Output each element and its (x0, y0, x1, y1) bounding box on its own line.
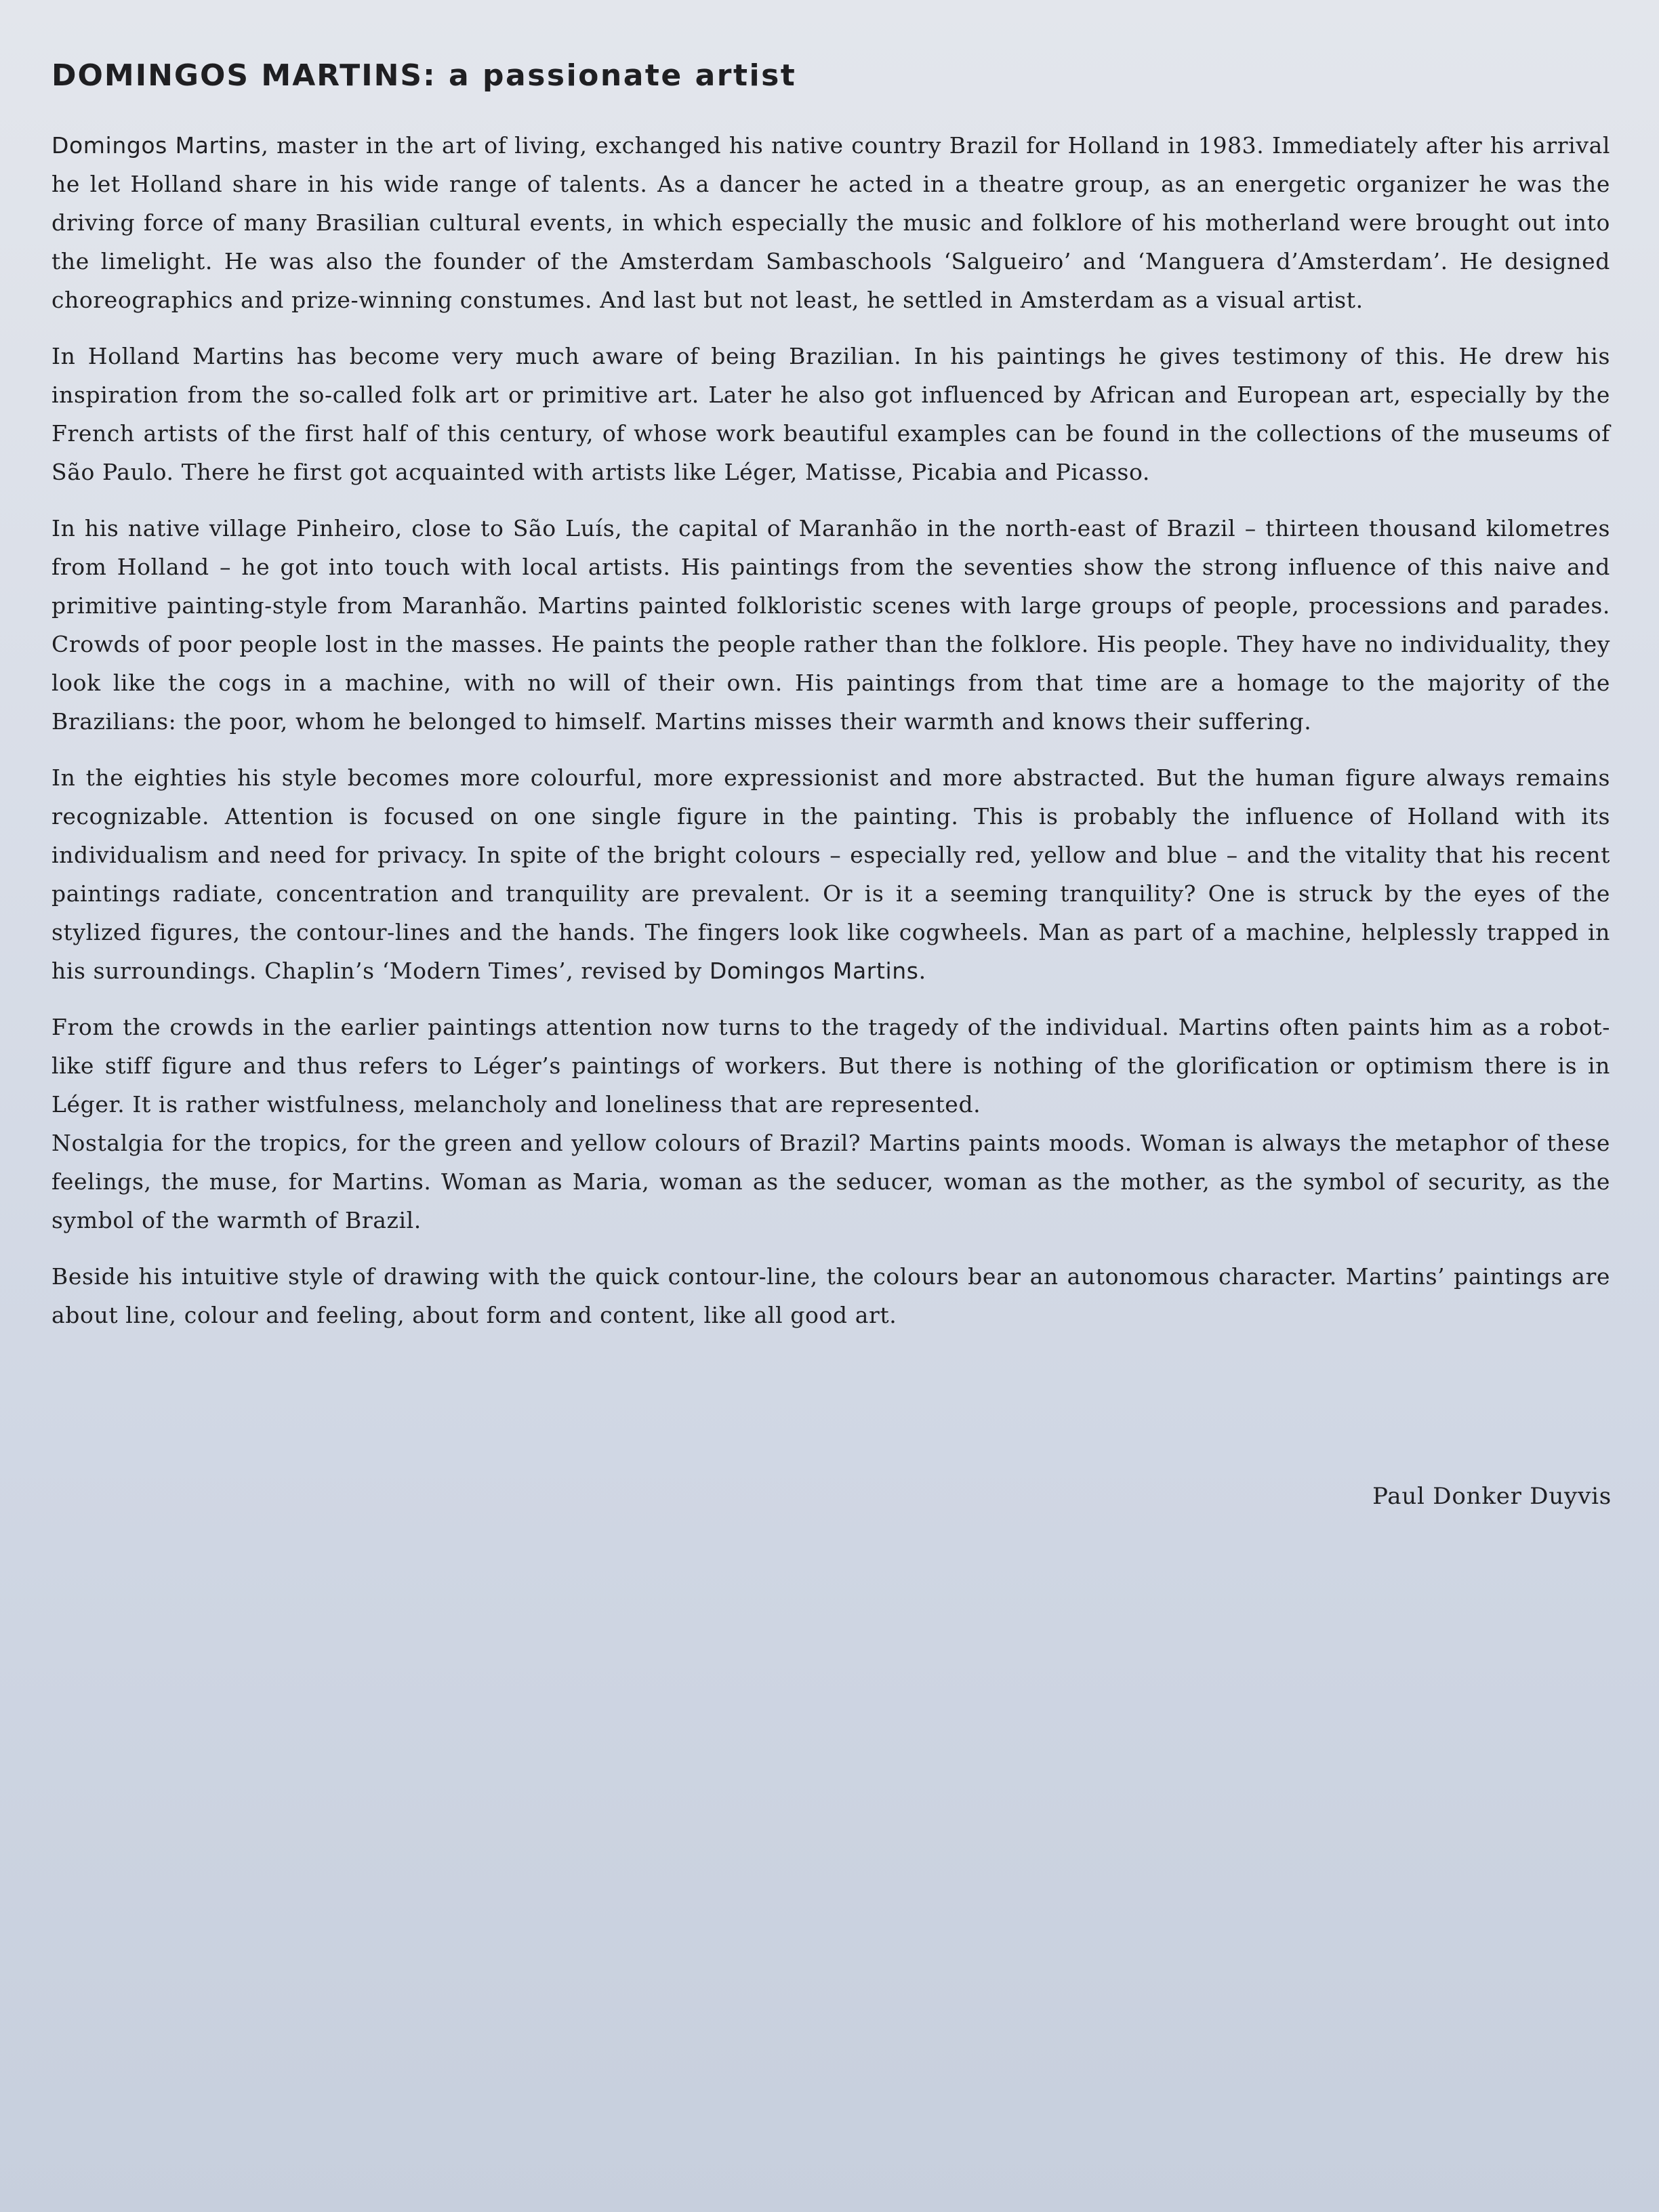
pinheiro-text: In his native village Pinheiro, close to São Luís, the capital of Maranhão in the north-east of Brazil – thirteen thousand kilometres from Holland – he got into touch with local artists. His paintings from the seventies show the strong influence of this naive and primitive painting-style from Maranhão. Martins painted folkloristic scenes with large groups of people, processions and parades. Crowds of poor people lost in the masses. He paints the people rather than the folklore. His people. They have no individuality, they look like the cogs in a machine, with no will of their own. His paintings from that time are a homage to the majority of the Brazilians: the poor, whom he belonged to himself. Martins misses their warmth and knows their suffering. (52, 515, 1610, 735)
title-subtitle: : a passionate artist (423, 58, 797, 93)
intro-lead-name: Domingos Martins (52, 132, 262, 159)
paragraph-individual (52, 1008, 1610, 1240)
paragraph-holland (52, 337, 1610, 491)
paragraph-eighties (52, 758, 1610, 990)
paragraph-intro (52, 126, 1610, 319)
paragraph-pinheiro (52, 509, 1610, 741)
title-artist-name: DOMINGOS MARTINS (52, 58, 424, 93)
conclusion-text: Beside his intuitive style of drawing with the quick contour-line, the colours bear an autonomous character. Martins’ paintings are about line, colour and feeling, about form and content, like all good art. (52, 1263, 1610, 1328)
individual-text: From the crowds in the earlier paintings attention now turns to the tragedy of the individual. Martins often paints him as a robot-like stiff figure and thus refers to Léger’s paintings of workers. But there is nothing of the glorification or optimism there is in Léger. It is rather wistfulness, melancholy and loneliness that are represented. (52, 1014, 1610, 1118)
paragraph-conclusion (52, 1257, 1610, 1334)
author-signature: Paul Donker Duyvis (1372, 1483, 1612, 1510)
intro-text: , master in the art of living, exchanged his native country Brazil for Holland in 1983. Immediately after his arrival he let Holland share in his wide range of talents. As a dancer he acted in a theatre group, as an energetic organizer he was the driving force of many Brasilian cultural events, in which especially the music and folklore of his motherland were brought out into the limelight. He was also the founder of the Amsterdam Sambaschools ‘Salgueiro’ and ‘Manguera d’Amsterdam’. He designed choreographics and prize-winning constumes. And last but not least, he settled in Amsterdam as a visual artist. (52, 132, 1611, 313)
eighties-tail: . (918, 958, 926, 984)
nostalgia-text: Nostalgia for the tropics, for the green and yellow colours of Brazil? Martins paints moods. Woman is always the metaphor of these feelings, the muse, for Martins. Woman as Maria, woman as the seducer, woman as the mother, as the symbol of security, as the symbol of the warmth of Brazil. (52, 1130, 1610, 1233)
eighties-artist-name: Domingos Martins (709, 958, 919, 984)
eighties-text: In the eighties his style becomes more colourful, more expressionist and more abstracted. But the human figure always remains recognizable. Attention is focused on one single figure in the painting. This is probably the influence of Holland with its individualism and need for privacy. In spite of the bright colours – especially red, yellow and blue – and the vitality that his recent paintings radiate, concentration and tranquility are prevalent. Or is it a seeming tranquility? One is struck by the eyes of the stylized figures, the contour-lines and the hands. The fingers look like cogwheels. Man as part of a machine, helplessly trapped in his surroundings. Chaplin’s ‘Modern Times’, revised by (52, 764, 1610, 984)
page-title (52, 56, 1612, 96)
holland-text: In Holland Martins has become very much aware of being Brazilian. In his paintings he gives testimony of this. He drew his inspiration from the so-called folk art or primitive art. Later he also got influenced by African and European art, especially by the French artists of the first half of this century, of whose work beautiful examples can be found in the collections of the museums of São Paulo. There he first got acquainted with artists like Léger, Matisse, Picabia and Picasso. (52, 343, 1610, 485)
